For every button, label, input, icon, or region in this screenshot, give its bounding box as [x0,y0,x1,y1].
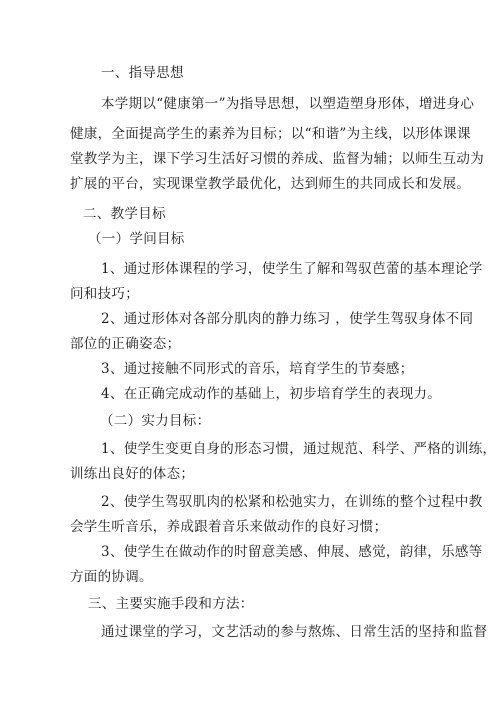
list-item: 2、通过形体对各部分肌肉的静力练习 ，使学生驾驭身体不同 [101,311,474,327]
subheading-knowledge-goals: （一）学问目标 [88,231,185,247]
subheading-ability-goals: （二）实力目标： [100,413,211,429]
list-item-continuation: 部位的正确姿态； [70,336,181,352]
paragraph-line: 堂教学为主，课下学习生活好习惯的养成、监督为辅；以师生互动为 [70,151,484,167]
section-heading-methods: 三、主要实施手段和方法： [88,596,254,612]
list-item: 1、通过形体课程的学习，使学生了解和驾驭芭蕾的基本理论学 [101,261,483,277]
paragraph-line: 通过课堂的学习，文艺活动的参与熬炼、日常生活的坚持和监督 [101,624,488,640]
paragraph-line: 健康，全面提高学生的素养为目标；以“和谐”为主线，以形体课课 [70,126,471,142]
list-item: 2、使学生驾驭肌肉的松紧和松弛实力，在训练的整个过程中教 [101,494,483,510]
list-item-continuation: 方面的协调。 [70,569,153,585]
list-item: 4、在正确完成动作的基础上，初步培育学生的表现力。 [101,386,442,402]
list-item: 1、使学生变更自身的形态习惯，通过规范、科学、严格的训练， [101,441,497,457]
list-item: 3、使学生在做动作的时留意美感、伸展、感觉，韵律，乐感等 [101,544,483,560]
list-item-continuation: 问和技巧； [70,286,139,302]
section-heading-guiding-thought: 一、指导思想 [101,65,184,81]
paragraph-line: 本学期以“健康第一”为指导思想，以塑造塑身形体，增进身心 [101,96,475,112]
list-item-continuation: 会学生听音乐，养成跟着音乐来做动作的良好习惯； [70,519,388,535]
paragraph-line: 扩展的平台，实现课堂教学最优化，达到师生的共同成长和发展。 [70,176,471,192]
section-heading-teaching-goals: 二、教学目标 [83,206,166,222]
list-item-continuation: 训练出良好的体态； [70,466,195,482]
list-item: 3、通过接触不同形式的音乐，培育学生的节奏感； [101,361,414,377]
